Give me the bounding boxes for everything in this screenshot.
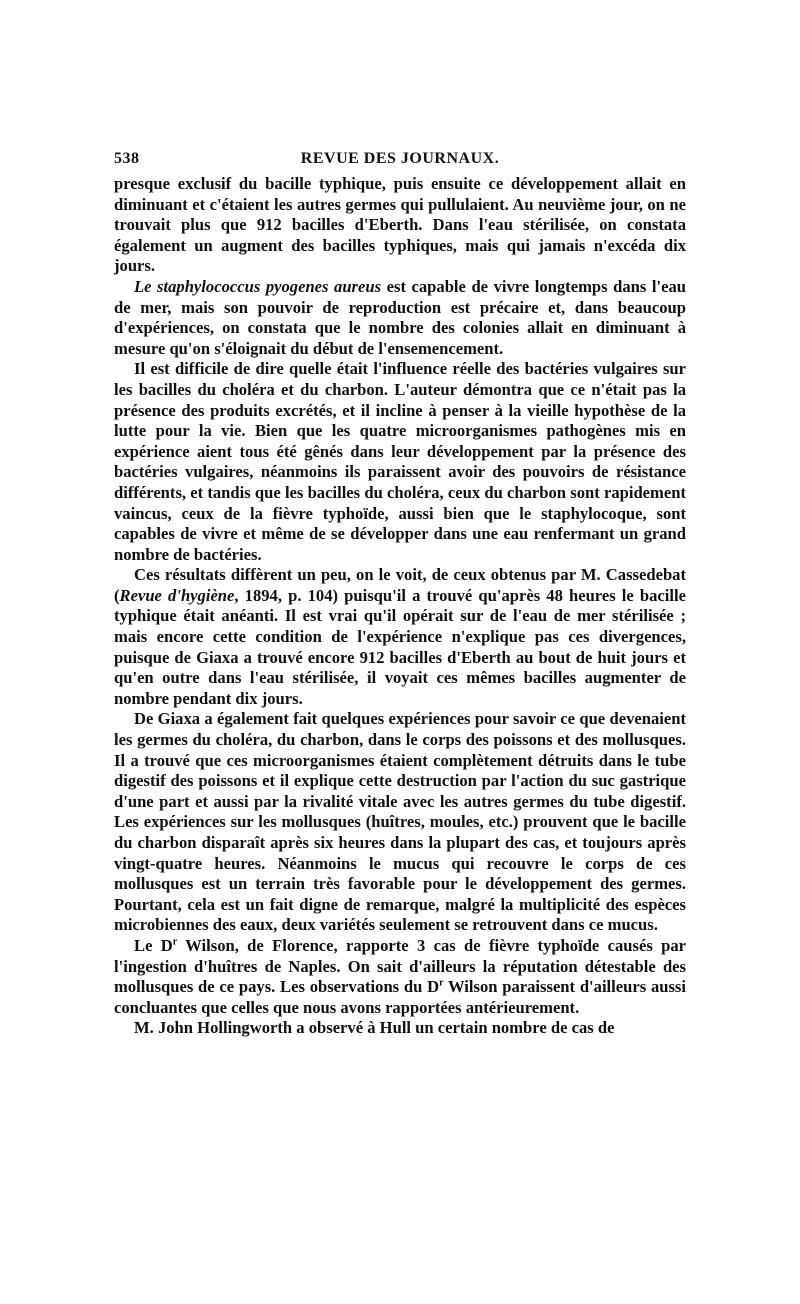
paragraph-giaxa: De Giaxa a également fait quelques expériences pour savoir ce que devenaient les germes du choléra, du charbon, dans le corps des poissons et des mollusques. Il a trouvé que ces microorganismes étaient complètement détruits dans le tube digestif des poissons et il explique cette destruction par l'action du suc gastrique d'une part et aussi par la rivalité vitale avec les autres germes du tube digestif. Les expériences sur les mollusques (huîtres, moules, etc.) prouvent que le bacille du charbon disparaît après six heures dans la plupart des cas, et toujours après vingt-quatre heures. Néanmoins le mucus qui recouvre le corps de ces mollusques est un terrain très favorable pour le développement des germes. Pourtant, cela est un fait digne de remarque, malgré la multiplicité des espèces microbiennes des eaux, deux variétés seulement se retrouvent dans ce mucus. (114, 709, 686, 935)
paragraph-vulgar-bacteria: Il est difficile de dire quelle était l'influence réelle des bactéries vulgaires sur les bacilles du choléra et du charbon. L'auteur démontra que ce n'était pas la présence des produits excrétés, et il incline à penser à la vieille hypothèse de la lutte pour la vie. Bien que les quatre microorganismes pathogènes mis en expérience aient tous été gênés dans leur développement par la présence des bactéries vulgaires, néanmoins ils paraissent avoir des pouvoirs de résistance différents, et tandis que les bacilles du choléra, ceux du charbon sont rapidement vaincus, ceux de la fièvre typhoïde, aussi bien que le staphylocoque, sont capables de vivre et même de se développer dans une eau renfermant un grand nombre de bactéries. (114, 359, 686, 564)
body-text (114, 174, 686, 1039)
document-page (114, 150, 686, 1039)
page-header (114, 150, 686, 174)
paragraph-staphylococcus: Le staphylococcus pyogenes aureus est capable de vivre longtemps dans l'eau de mer, mais son pouvoir de reproduction est précaire et, dans beaucoup d'expériences, on constata que le nombre des colonies allait en diminuant à mesure qu'on s'éloignait du début de l'ensemencement. (114, 276, 686, 358)
journal-title: Revue d'hygiène (119, 585, 235, 605)
paragraph-hollingworth: M. John Hollingworth a observé à Hull un certain nombre de cas de (134, 1018, 615, 1038)
paragraph-typhoid-growth: presque exclusif du bacille typhique, puis ensuite ce développement allait en diminuant et c'étaient les autres germes qui pullulaient. Au neuvième jour, on ne trouvait plus que 912 bacilles d'Eberth. Dans l'eau stérilisée, on constata également un augment des bacilles typhiques, mais qui jamais n'excéda dix jours. (114, 174, 686, 276)
paragraph-cassedebat: Ces résultats diffèrent un peu, on le voit, de ceux obtenus par M. Cassedebat (Revue d'hygiène, 1894, p. 104) puisqu'il a trouvé qu'après 48 heures le bacille typhique était anéanti. Il est vrai qu'il opérait sur de l'eau de mer stérilisée ; mais encore cette condition de l'expérience n'explique pas ces divergences, puisque de Giaxa a trouvé encore 912 bacilles d'Eberth au bout de huit jours et qu'en outre dans l'eau stérilisée, il voyait ces mêmes bacilles augmenter de nombre pendant dix jours. (114, 565, 686, 708)
species-name: Le staphylococcus pyogenes aureus (134, 276, 382, 296)
running-title: REVUE DES JOURNAUX. (300, 150, 500, 167)
page-number: 538 (114, 150, 140, 167)
paragraph-wilson: Le $D^r$ Wilson, de Florence, rapporte 3 cas de fièvre typhoïde causés par l'ingestion d'huîtres de Naples. On sait d'ailleurs la réputation détestable des mollusques de ce pays. Les observations du $D^r$ Wilson paraissent d'ailleurs aussi concluantes que celles que nous avons rapportées antérieurement. (114, 935, 686, 1017)
